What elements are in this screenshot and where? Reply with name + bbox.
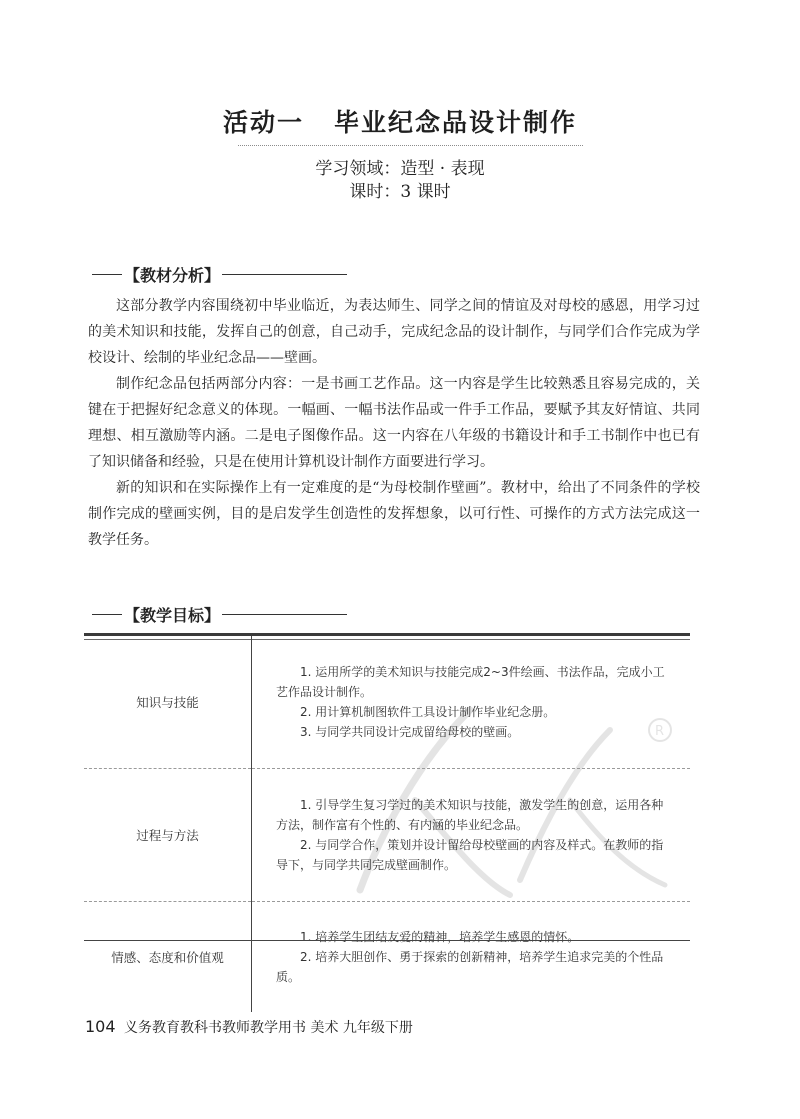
goal-category: 情感、态度和价值观 <box>84 902 252 1013</box>
svg-text:R: R <box>655 724 665 739</box>
analysis-paragraph: 这部分教学内容围绕初中毕业临近，为表达师生、同学之间的情谊及对母校的感恩，用学习过的美术知识和技能，发挥自己的创意，自己动手，完成纪念品的设计制作，与同学们合作完成为学校设计、绘制的毕业纪念品——壁画。 <box>88 298 700 366</box>
analysis-paragraph: 新的知识和在实际操作上有一定难度的是“为母校制作壁画”。教材中，给出了不同条件的学校制作完成的壁画实例，目的是启发学生创造性的发挥想象，以可行性、可操作的方式方法完成这一教学任务。 <box>88 480 700 548</box>
analysis-body <box>88 293 700 553</box>
heading-rule-right <box>222 274 347 275</box>
goal-content <box>252 636 691 769</box>
class-hours: 课时：3 课时 <box>349 182 451 202</box>
table-bottom-rule <box>84 940 690 941</box>
goal-item: 3. 与同学共同设计完成留给母校的壁画。 <box>300 725 520 739</box>
section-heading-analysis <box>92 263 347 285</box>
heading-rule-left <box>92 614 122 615</box>
table-row <box>84 769 690 902</box>
table-row <box>84 902 690 1013</box>
page-title <box>0 103 800 139</box>
heading-rule-right <box>222 614 347 615</box>
goal-content <box>252 902 691 1013</box>
book-title: 义务教育教科书教师教学用书 美术 九年级下册 <box>124 1020 413 1036</box>
section-heading-label: 【教材分析】 <box>124 265 221 285</box>
heading-rule-left <box>92 274 122 275</box>
section-heading-label: 【教学目标】 <box>124 605 221 625</box>
teaching-goals-table <box>84 636 690 1012</box>
table-row <box>84 636 690 769</box>
learning-domain: 学习领域：造型 · 表现 <box>315 159 485 179</box>
goal-item: 1. 运用所学的美术知识与技能完成2~3件绘画、书法作品，完成小工艺作品设计制作。 <box>276 665 665 699</box>
page-number: 104 <box>85 1017 116 1036</box>
analysis-paragraph: 制作纪念品包括两部分内容：一是书画工艺作品。这一内容是学生比较熟悉且容易完成的，关键在于把握好纪念意义的体现。一幅画、一幅书法作品或一件手工作品，要赋予其友好情谊、共同理想、相互激励等内涵。二是电子图像作品。这一内容在八年级的书籍设计和手工书制作中也已有了知识储备和经验，只是在使用计算机设计制作方面要进行学习。 <box>88 376 700 470</box>
goal-item: 1. 培养学生团结友爱的精神，培养学生感恩的情怀。 <box>300 930 580 944</box>
goal-item: 2. 用计算机制图软件工具设计制作毕业纪念册。 <box>300 705 556 719</box>
title-divider <box>238 145 583 146</box>
section-heading-goals <box>92 603 347 625</box>
goal-content <box>252 769 691 902</box>
activity-label: 活动一 <box>222 108 304 137</box>
goal-item: 2. 培养大胆创作、勇于探索的创新精神，培养学生追求完美的个性品质。 <box>276 950 664 984</box>
goal-item: 2. 与同学合作，策划并设计留给母校壁画的内容及样式。在教师的指导下，与同学共同完成壁画制作。 <box>276 838 664 872</box>
goal-item: 1. 引导学生复习学过的美术知识与技能，激发学生的创意，运用各种方法，制作富有个性的、有内涵的毕业纪念品。 <box>276 798 664 832</box>
activity-title: 毕业纪念品设计制作 <box>334 108 578 137</box>
page-footer <box>85 1017 413 1037</box>
goal-category: 知识与技能 <box>84 636 252 769</box>
goal-category: 过程与方法 <box>84 769 252 902</box>
